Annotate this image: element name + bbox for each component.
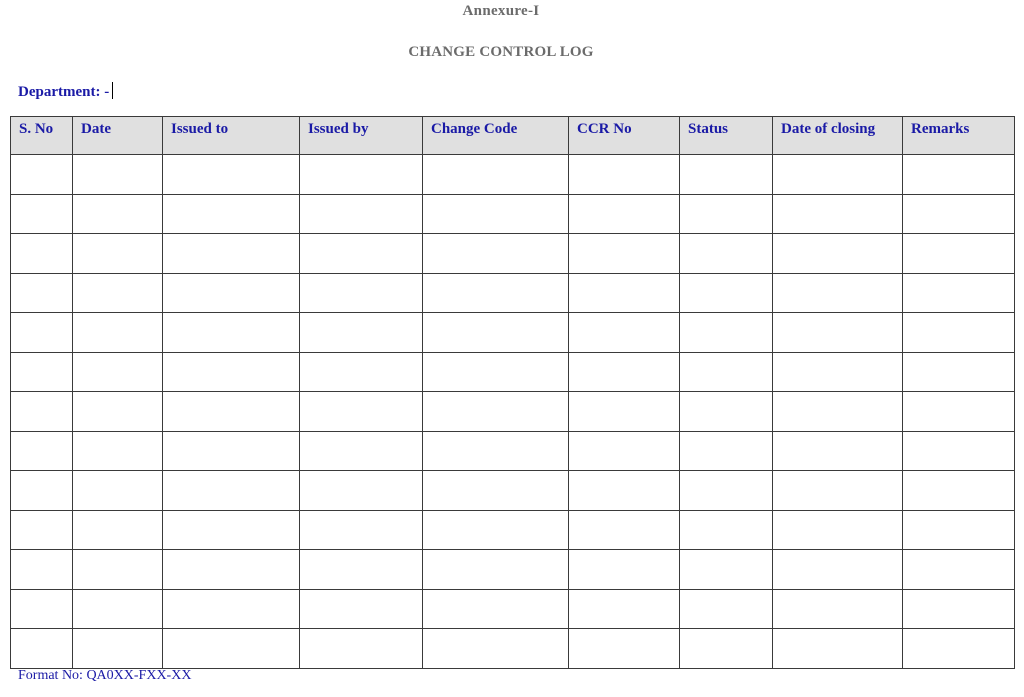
table-cell[interactable] bbox=[423, 629, 569, 669]
table-cell[interactable] bbox=[73, 313, 163, 353]
table-cell[interactable] bbox=[680, 234, 773, 274]
table-cell[interactable] bbox=[73, 352, 163, 392]
table-cell[interactable] bbox=[569, 194, 680, 234]
table-cell[interactable] bbox=[163, 510, 300, 550]
table-cell[interactable] bbox=[11, 431, 73, 471]
table-cell[interactable] bbox=[903, 194, 1015, 234]
table-cell[interactable] bbox=[423, 155, 569, 195]
table-cell[interactable] bbox=[163, 431, 300, 471]
table-cell[interactable] bbox=[300, 431, 423, 471]
table-cell[interactable] bbox=[300, 155, 423, 195]
table-cell[interactable] bbox=[163, 352, 300, 392]
table-cell[interactable] bbox=[680, 194, 773, 234]
table-cell[interactable] bbox=[569, 352, 680, 392]
table-row bbox=[11, 629, 1015, 669]
table-body bbox=[11, 155, 1015, 669]
table-cell[interactable] bbox=[73, 234, 163, 274]
table-cell[interactable] bbox=[773, 550, 903, 590]
table-cell[interactable] bbox=[773, 273, 903, 313]
table-row bbox=[11, 194, 1015, 234]
table-cell[interactable] bbox=[773, 313, 903, 353]
table-cell[interactable] bbox=[423, 234, 569, 274]
column-header-s-no: S. No bbox=[11, 117, 73, 155]
table-cell[interactable] bbox=[903, 431, 1015, 471]
table-cell[interactable] bbox=[903, 155, 1015, 195]
table-cell[interactable] bbox=[300, 273, 423, 313]
format-number: Format No: QA0XX-FXX-XX bbox=[18, 668, 192, 683]
column-header-issued-to: Issued to bbox=[163, 117, 300, 155]
table-cell[interactable] bbox=[163, 550, 300, 590]
table-cell[interactable] bbox=[300, 194, 423, 234]
column-header-issued-by: Issued by bbox=[300, 117, 423, 155]
table-cell[interactable] bbox=[163, 273, 300, 313]
table-cell[interactable] bbox=[773, 629, 903, 669]
table-cell[interactable] bbox=[569, 431, 680, 471]
table-cell[interactable] bbox=[569, 392, 680, 432]
table-cell[interactable] bbox=[680, 313, 773, 353]
table-cell[interactable] bbox=[569, 589, 680, 629]
table-cell[interactable] bbox=[423, 392, 569, 432]
table-row bbox=[11, 352, 1015, 392]
table-cell[interactable] bbox=[163, 629, 300, 669]
table-cell[interactable] bbox=[163, 155, 300, 195]
table-row bbox=[11, 234, 1015, 274]
table-cell[interactable] bbox=[300, 589, 423, 629]
table-cell[interactable] bbox=[423, 273, 569, 313]
table-cell[interactable] bbox=[773, 352, 903, 392]
table-row bbox=[11, 273, 1015, 313]
table-cell[interactable] bbox=[680, 510, 773, 550]
table-cell[interactable] bbox=[569, 471, 680, 511]
column-header-status: Status bbox=[680, 117, 773, 155]
table-cell[interactable] bbox=[300, 550, 423, 590]
table-cell[interactable] bbox=[300, 392, 423, 432]
table-cell[interactable] bbox=[163, 392, 300, 432]
table-cell[interactable] bbox=[903, 471, 1015, 511]
table-cell[interactable] bbox=[903, 392, 1015, 432]
table-cell[interactable] bbox=[11, 392, 73, 432]
table-cell[interactable] bbox=[773, 510, 903, 550]
table-cell[interactable] bbox=[423, 313, 569, 353]
table-cell[interactable] bbox=[773, 194, 903, 234]
table-cell[interactable] bbox=[73, 550, 163, 590]
table-cell[interactable] bbox=[423, 194, 569, 234]
table-cell[interactable] bbox=[73, 510, 163, 550]
table-row bbox=[11, 431, 1015, 471]
table-cell[interactable] bbox=[773, 431, 903, 471]
table-cell[interactable] bbox=[11, 550, 73, 590]
table-row bbox=[11, 313, 1015, 353]
table-row bbox=[11, 392, 1015, 432]
table-cell[interactable] bbox=[680, 629, 773, 669]
table-cell[interactable] bbox=[11, 589, 73, 629]
table-cell[interactable] bbox=[773, 392, 903, 432]
table-cell[interactable] bbox=[680, 589, 773, 629]
table-cell[interactable] bbox=[569, 550, 680, 590]
table-cell[interactable] bbox=[569, 234, 680, 274]
column-header-ccr-no: CCR No bbox=[569, 117, 680, 155]
column-header-date-of-closing: Date of closing bbox=[773, 117, 903, 155]
table-cell[interactable] bbox=[423, 510, 569, 550]
table-cell[interactable] bbox=[569, 629, 680, 669]
column-header-date: Date bbox=[73, 117, 163, 155]
table-cell[interactable] bbox=[903, 234, 1015, 274]
column-header-change-code: Change Code bbox=[423, 117, 569, 155]
table-cell[interactable] bbox=[73, 629, 163, 669]
table-row bbox=[11, 155, 1015, 195]
department-field[interactable] bbox=[18, 82, 113, 101]
table-cell[interactable] bbox=[903, 273, 1015, 313]
table-cell[interactable] bbox=[680, 155, 773, 195]
table-cell[interactable] bbox=[73, 155, 163, 195]
table-cell[interactable] bbox=[903, 629, 1015, 669]
table-cell[interactable] bbox=[423, 589, 569, 629]
table-cell[interactable] bbox=[903, 313, 1015, 353]
department-label: Department: - bbox=[18, 84, 110, 100]
table-cell[interactable] bbox=[569, 273, 680, 313]
table-cell[interactable] bbox=[163, 313, 300, 353]
table-cell[interactable] bbox=[73, 589, 163, 629]
table-cell[interactable] bbox=[73, 392, 163, 432]
table-cell[interactable] bbox=[680, 352, 773, 392]
table-cell[interactable] bbox=[300, 629, 423, 669]
table-cell[interactable] bbox=[903, 589, 1015, 629]
table-cell[interactable] bbox=[680, 392, 773, 432]
table-cell[interactable] bbox=[73, 194, 163, 234]
change-control-table bbox=[10, 116, 1015, 669]
table-cell[interactable] bbox=[163, 589, 300, 629]
table-row bbox=[11, 550, 1015, 590]
table-cell[interactable] bbox=[423, 550, 569, 590]
table-cell[interactable] bbox=[773, 155, 903, 195]
table-cell[interactable] bbox=[163, 234, 300, 274]
table-row bbox=[11, 471, 1015, 511]
table-cell[interactable] bbox=[11, 313, 73, 353]
table-cell[interactable] bbox=[73, 273, 163, 313]
table-cell[interactable] bbox=[11, 471, 73, 511]
table-cell[interactable] bbox=[569, 155, 680, 195]
table-cell[interactable] bbox=[11, 352, 73, 392]
text-cursor bbox=[112, 82, 113, 99]
table-cell[interactable] bbox=[163, 471, 300, 511]
table-cell[interactable] bbox=[300, 352, 423, 392]
table-cell[interactable] bbox=[903, 550, 1015, 590]
table-cell[interactable] bbox=[300, 234, 423, 274]
table-cell[interactable] bbox=[300, 471, 423, 511]
table-cell[interactable] bbox=[11, 234, 73, 274]
table-row bbox=[11, 589, 1015, 629]
table-cell[interactable] bbox=[163, 194, 300, 234]
table-cell[interactable] bbox=[423, 352, 569, 392]
table-cell[interactable] bbox=[73, 431, 163, 471]
table-cell[interactable] bbox=[11, 273, 73, 313]
table-cell[interactable] bbox=[11, 155, 73, 195]
table-cell[interactable] bbox=[423, 471, 569, 511]
column-header-remarks: Remarks bbox=[903, 117, 1015, 155]
table-cell[interactable] bbox=[11, 629, 73, 669]
table-cell[interactable] bbox=[569, 313, 680, 353]
table-cell[interactable] bbox=[73, 471, 163, 511]
table-cell[interactable] bbox=[903, 352, 1015, 392]
table-cell[interactable] bbox=[11, 194, 73, 234]
table-cell[interactable] bbox=[11, 510, 73, 550]
annexure-label: Annexure-I bbox=[462, 3, 540, 19]
table-cell[interactable] bbox=[300, 510, 423, 550]
table-cell[interactable] bbox=[680, 550, 773, 590]
table-cell[interactable] bbox=[773, 589, 903, 629]
table-cell[interactable] bbox=[423, 431, 569, 471]
table-cell[interactable] bbox=[680, 471, 773, 511]
table-cell[interactable] bbox=[773, 471, 903, 511]
table-cell[interactable] bbox=[569, 510, 680, 550]
table-row bbox=[11, 510, 1015, 550]
document-title: CHANGE CONTROL LOG bbox=[408, 44, 594, 60]
table-cell[interactable] bbox=[903, 510, 1015, 550]
table-header-row bbox=[11, 117, 1015, 155]
table-cell[interactable] bbox=[300, 313, 423, 353]
table-cell[interactable] bbox=[773, 234, 903, 274]
table-cell[interactable] bbox=[680, 273, 773, 313]
table-cell[interactable] bbox=[680, 431, 773, 471]
